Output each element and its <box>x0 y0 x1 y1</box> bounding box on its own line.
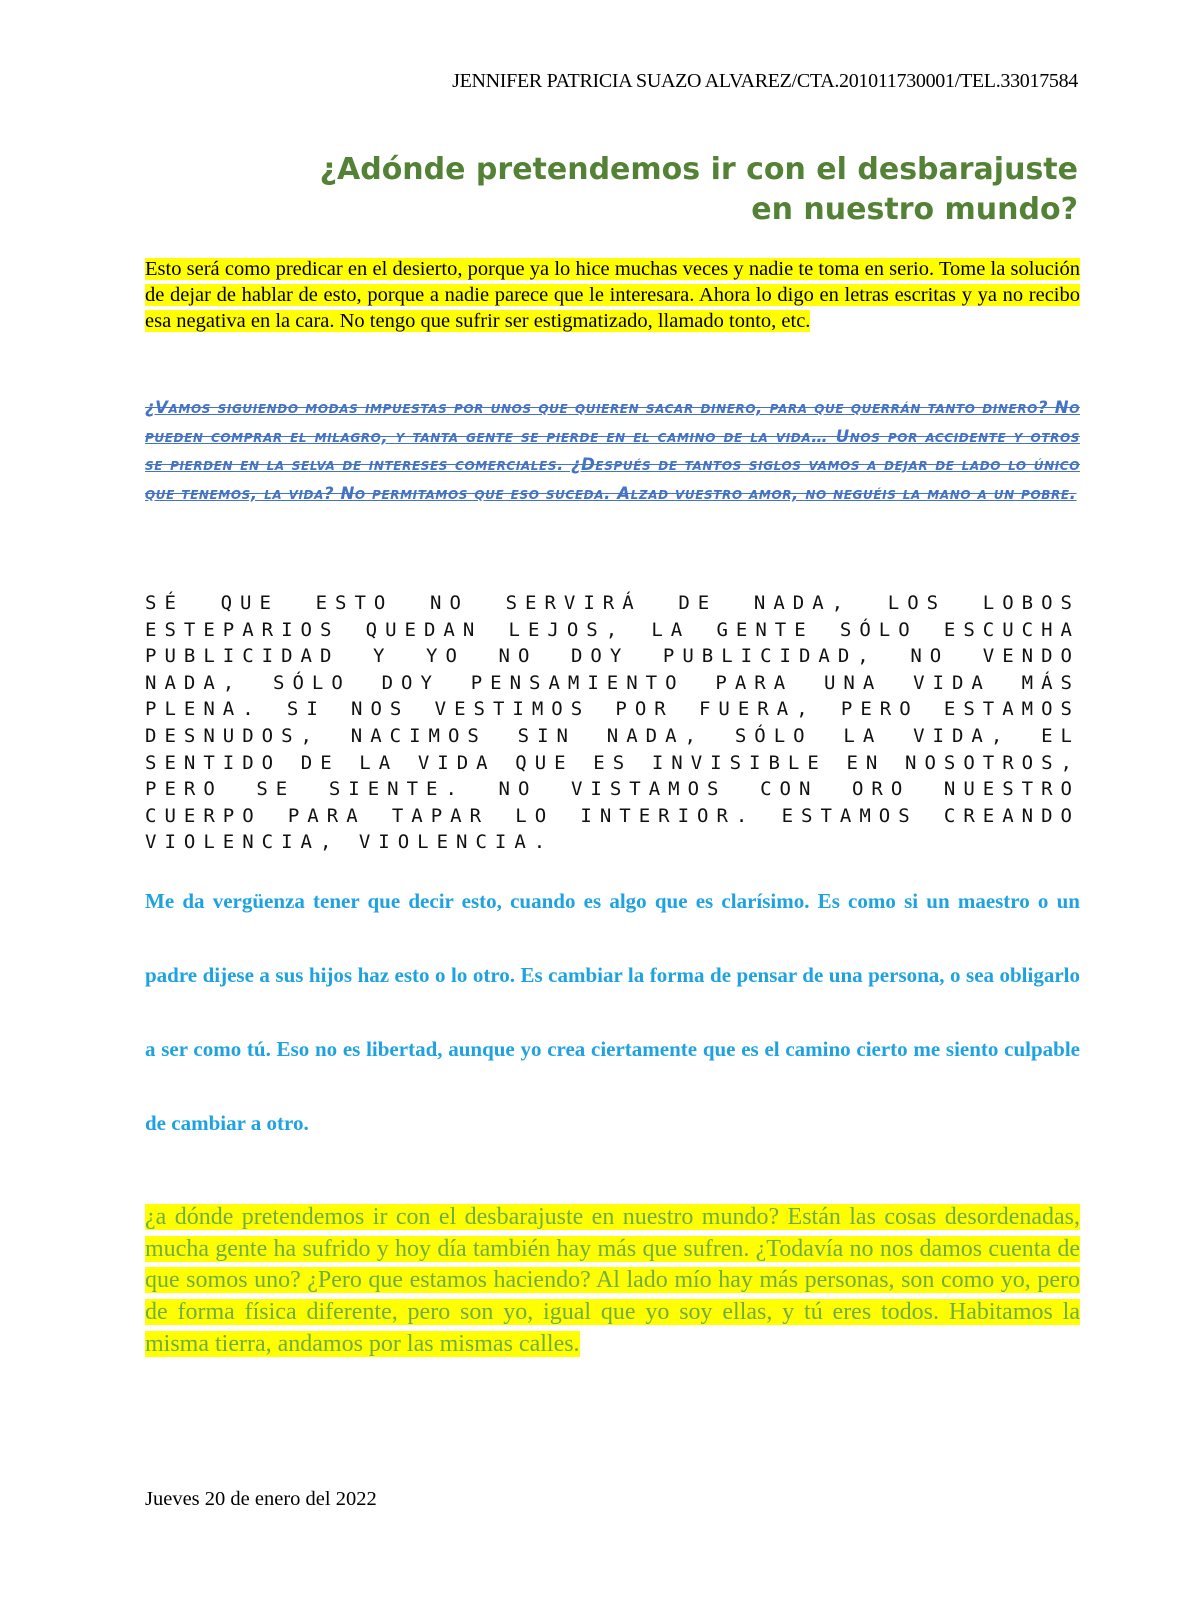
paragraph-blue: Me da vergüenza tener que decir esto, cuando es algo que es clarísimo. Es como si un maestro o un padre dijese a sus hijos haz esto o lo otro. Es cambiar la forma de pensar de una persona, o sea obligarlo a ser como tú. Eso no es libertad, aunque yo crea ciertamente que es el camino cierto me siento culpable de cambiar a otro. <box>145 889 1080 1135</box>
document-header: JENNIFER PATRICIA SUAZO ALVAREZ/CTA.201011730001/TEL.33017584 <box>452 70 1078 92</box>
paragraph-intro-text: Esto será como predicar en el desierto, porque ya lo hice muchas veces y nadie te toma en serio. Tome la solución de dejar de hablar de esto, porque a nadie parece que le interesara. Ahora lo digo en letras escritas y ya no recibo esa negativa en la cara. No tengo que sufrir ser estigmatizado, llamado tonto, etc. <box>145 258 1080 332</box>
paragraph-spaced-caps: SÉ QUE ESTO NO SERVIRÁ DE NADA, LOS LOBOS ESTEPARIOS QUEDAN LEJOS, LA GENTE SÓLO ESCUCHA PUBLICIDAD Y YO NO DOY PUBLICIDAD, NO VENDO NADA, SÓLO DOY PENSAMIENTO PARA UNA VIDA MÁS PLENA. SI NOS VESTIMOS POR FUERA, PERO ESTAMOS DESNUDOS, NACIMOS SIN NADA, SÓLO LA VIDA, EL SENTIDO DE LA VIDA QUE ES INVISIBLE EN NOSOTROS, PERO SE SIENTE. NO VISTAMOS CON ORO NUESTRO CUERPO PARA TAPAR LO INTERIOR. ESTAMOS CREANDO VIOLENCIA, VIOLENCIA. <box>145 592 1080 854</box>
paragraph-green <box>145 1202 1080 1361</box>
paragraph-green-text: ¿a dónde pretendemos ir con el desbarajuste en nuestro mundo? Están las cosas desordenadas, mucha gente ha sufrido y hoy día también hay más que sufren. ¿Todavía no nos damos cuenta de que somos uno? ¿Pero que estamos haciendo? Al lado mío hay más personas, son como yo, pero de forma física diferente, pero son yo, igual que yo soy ellas, y tú eres todos. Habitamos la misma tierra, andamos por las mismas calles. <box>145 1204 1080 1357</box>
paragraph-strikethrough: ¿Vamos siguiendo modas impuestas por unos que quieren sacar dinero, para que querrán tanto dinero? No pueden comprar el milagro, y tanta gente se pierde en el camino de la vida… Unos por accidente y otros se pierden en la selva de intereses comerciales. ¿Después de tantos siglos vamos a dejar de lado lo único que tenemos, la vida? No permitamos que eso suceda. Alzad vuestro amor, no neguéis la mano a un pobre. <box>145 398 1080 503</box>
document-title <box>198 150 1078 230</box>
paragraph-intro <box>145 256 1080 334</box>
title-line-2: en nuestro mundo? <box>751 192 1078 227</box>
document-date: Jueves 20 de enero del 2022 <box>145 1488 377 1510</box>
title-line-1: ¿Adónde pretendemos ir con el desbarajuste <box>319 152 1078 187</box>
